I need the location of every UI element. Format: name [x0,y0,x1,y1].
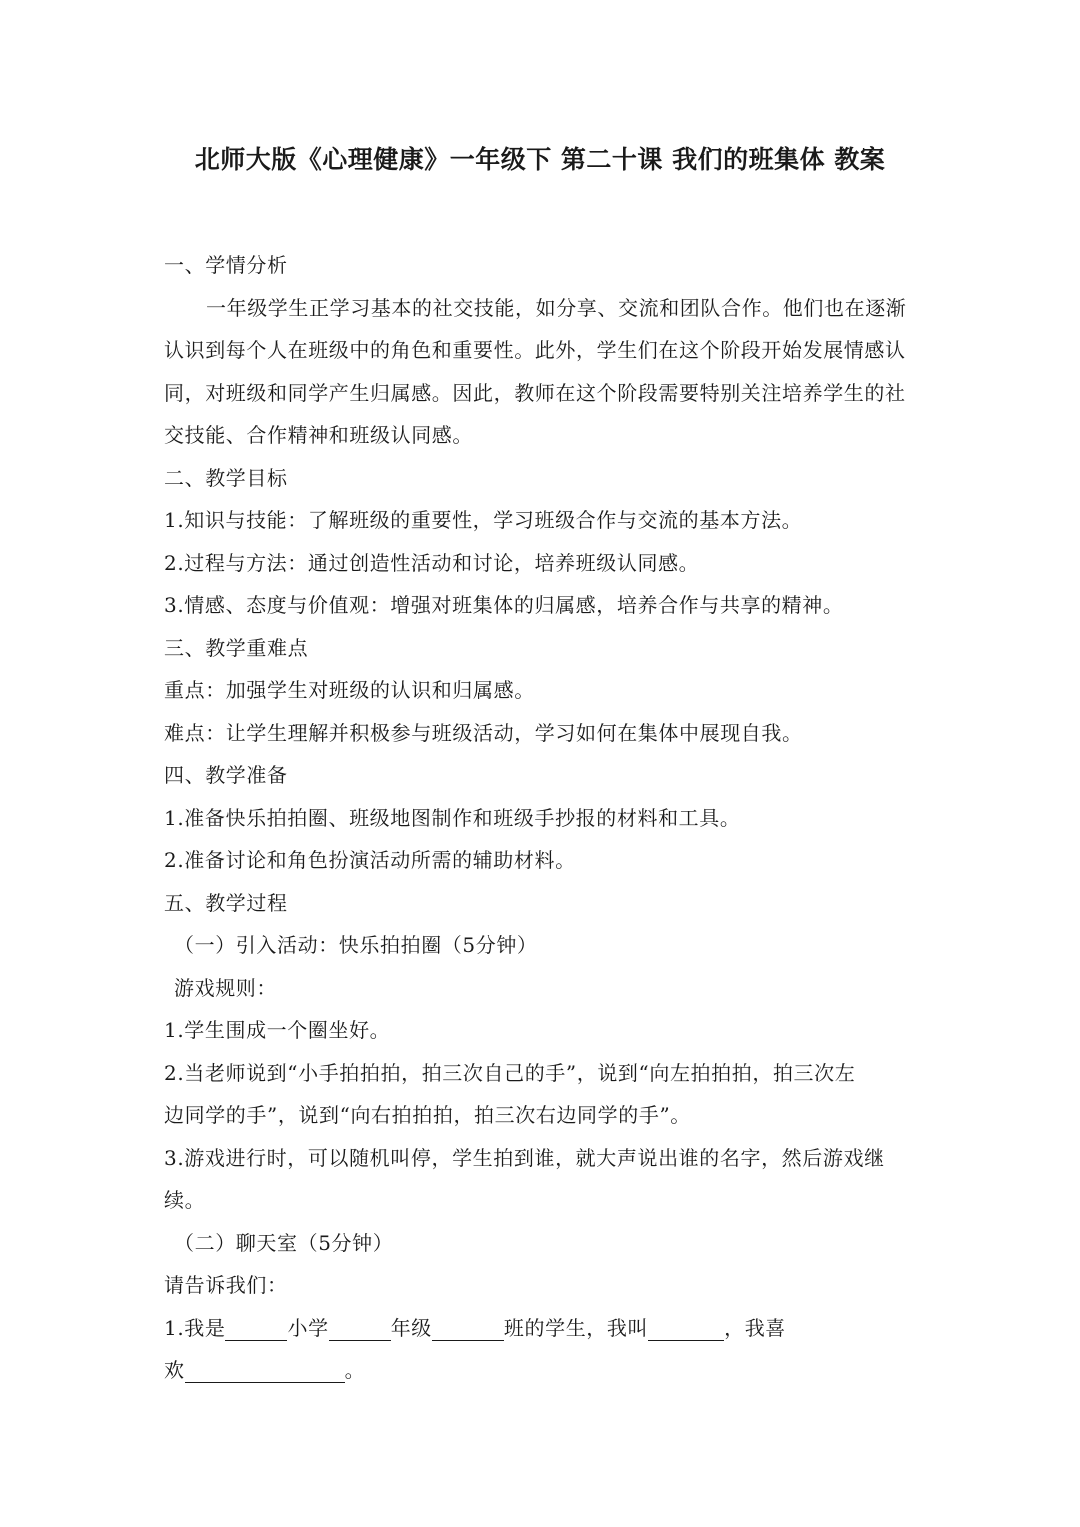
tell-us-label: 请告诉我们： [164,1273,288,1297]
game-rule-2a: 2.当老师说到“小手拍拍拍，拍三次自己的手”，说到“向左拍拍拍，拍三次左 [164,1060,856,1085]
section-heading-process: 五、教学过程 [164,890,288,915]
section-heading-objectives: 二、教学目标 [164,465,288,490]
key-point: 重点：加强学生对班级的认识和归属感。 [164,678,535,702]
section-heading-preparation: 四、教学准备 [164,763,288,787]
analysis-paragraph: 一年级学生正学习基本的社交技能，如分享、交流和团队合作。他们也在逐渐认识到每个人在班级中的角色和重要性。此外，学生们在这个阶段开始发展情感认同，对班级和同学产生归属感。因此，教师在这个阶段需要特别关注培养学生的社交技能、合作精神和班级认同感。 [164,295,907,447]
preparation-item-2: 2.准备讨论和角色扮演活动所需的辅助材料。 [164,848,576,872]
difficult-point: 难点：让学生理解并积极参与班级活动，学习如何在集体中展现自我。 [164,720,803,745]
fill-school-label: 小学 [287,1315,329,1340]
blank-school [225,1318,287,1341]
objective-item-1: 1.知识与技能：了解班级的重要性，学习班级合作与交流的基本方法。 [164,508,803,532]
game-rule-3a: 3.游戏进行时，可以随机叫停，学生拍到谁，就大声说出谁的名字，然后游戏继 [164,1145,885,1170]
fill-in-sentence-1-cont [164,1349,922,1392]
fill-in-sentence-1 [164,1307,922,1350]
fill-end: 。 [344,1358,366,1382]
blank-hobby [185,1360,345,1383]
subsection-chat-room: （二）聊天室（5分钟） [174,1230,394,1255]
fill-prefix: 1.我是 [164,1315,226,1340]
blank-name [648,1318,724,1341]
game-rule-2b: 边同学的手”，说到“向右拍拍拍，拍三次右边同学的手”。 [164,1103,691,1127]
preparation-item-1: 1.准备快乐拍拍圈、班级地图制作和班级手抄报的材料和工具。 [164,805,741,830]
game-rule-3b: 续。 [164,1188,206,1212]
objective-item-3: 3.情感、态度与价值观：增强对班集体的归属感，培养合作与共享的精神。 [164,593,844,617]
subsection-intro-activity: （一）引入活动：快乐拍拍圈（5分钟） [174,933,538,957]
fill-grade-label: 年级 [390,1315,432,1340]
document-title: 北师大版《心理健康》一年级下 第二十课 我们的班集体 教案 [194,145,886,174]
blank-grade [329,1318,391,1341]
section-heading-key-points: 三、教学重难点 [164,635,309,660]
objective-item-2: 2.过程与方法：通过创造性活动和讨论，培养班级认同感。 [164,550,700,575]
section-heading-analysis: 一、学情分析 [164,253,288,277]
game-rules-label: 游戏规则： [174,975,277,1000]
game-rule-1: 1.学生围成一个圈坐好。 [164,1018,391,1042]
blank-class [432,1318,504,1341]
fill-like-label: ，我喜 [724,1315,786,1340]
document-body [164,244,922,1392]
fill-class-label: 班的学生，我叫 [503,1315,649,1340]
fill-like-label-2: 欢 [164,1358,185,1382]
